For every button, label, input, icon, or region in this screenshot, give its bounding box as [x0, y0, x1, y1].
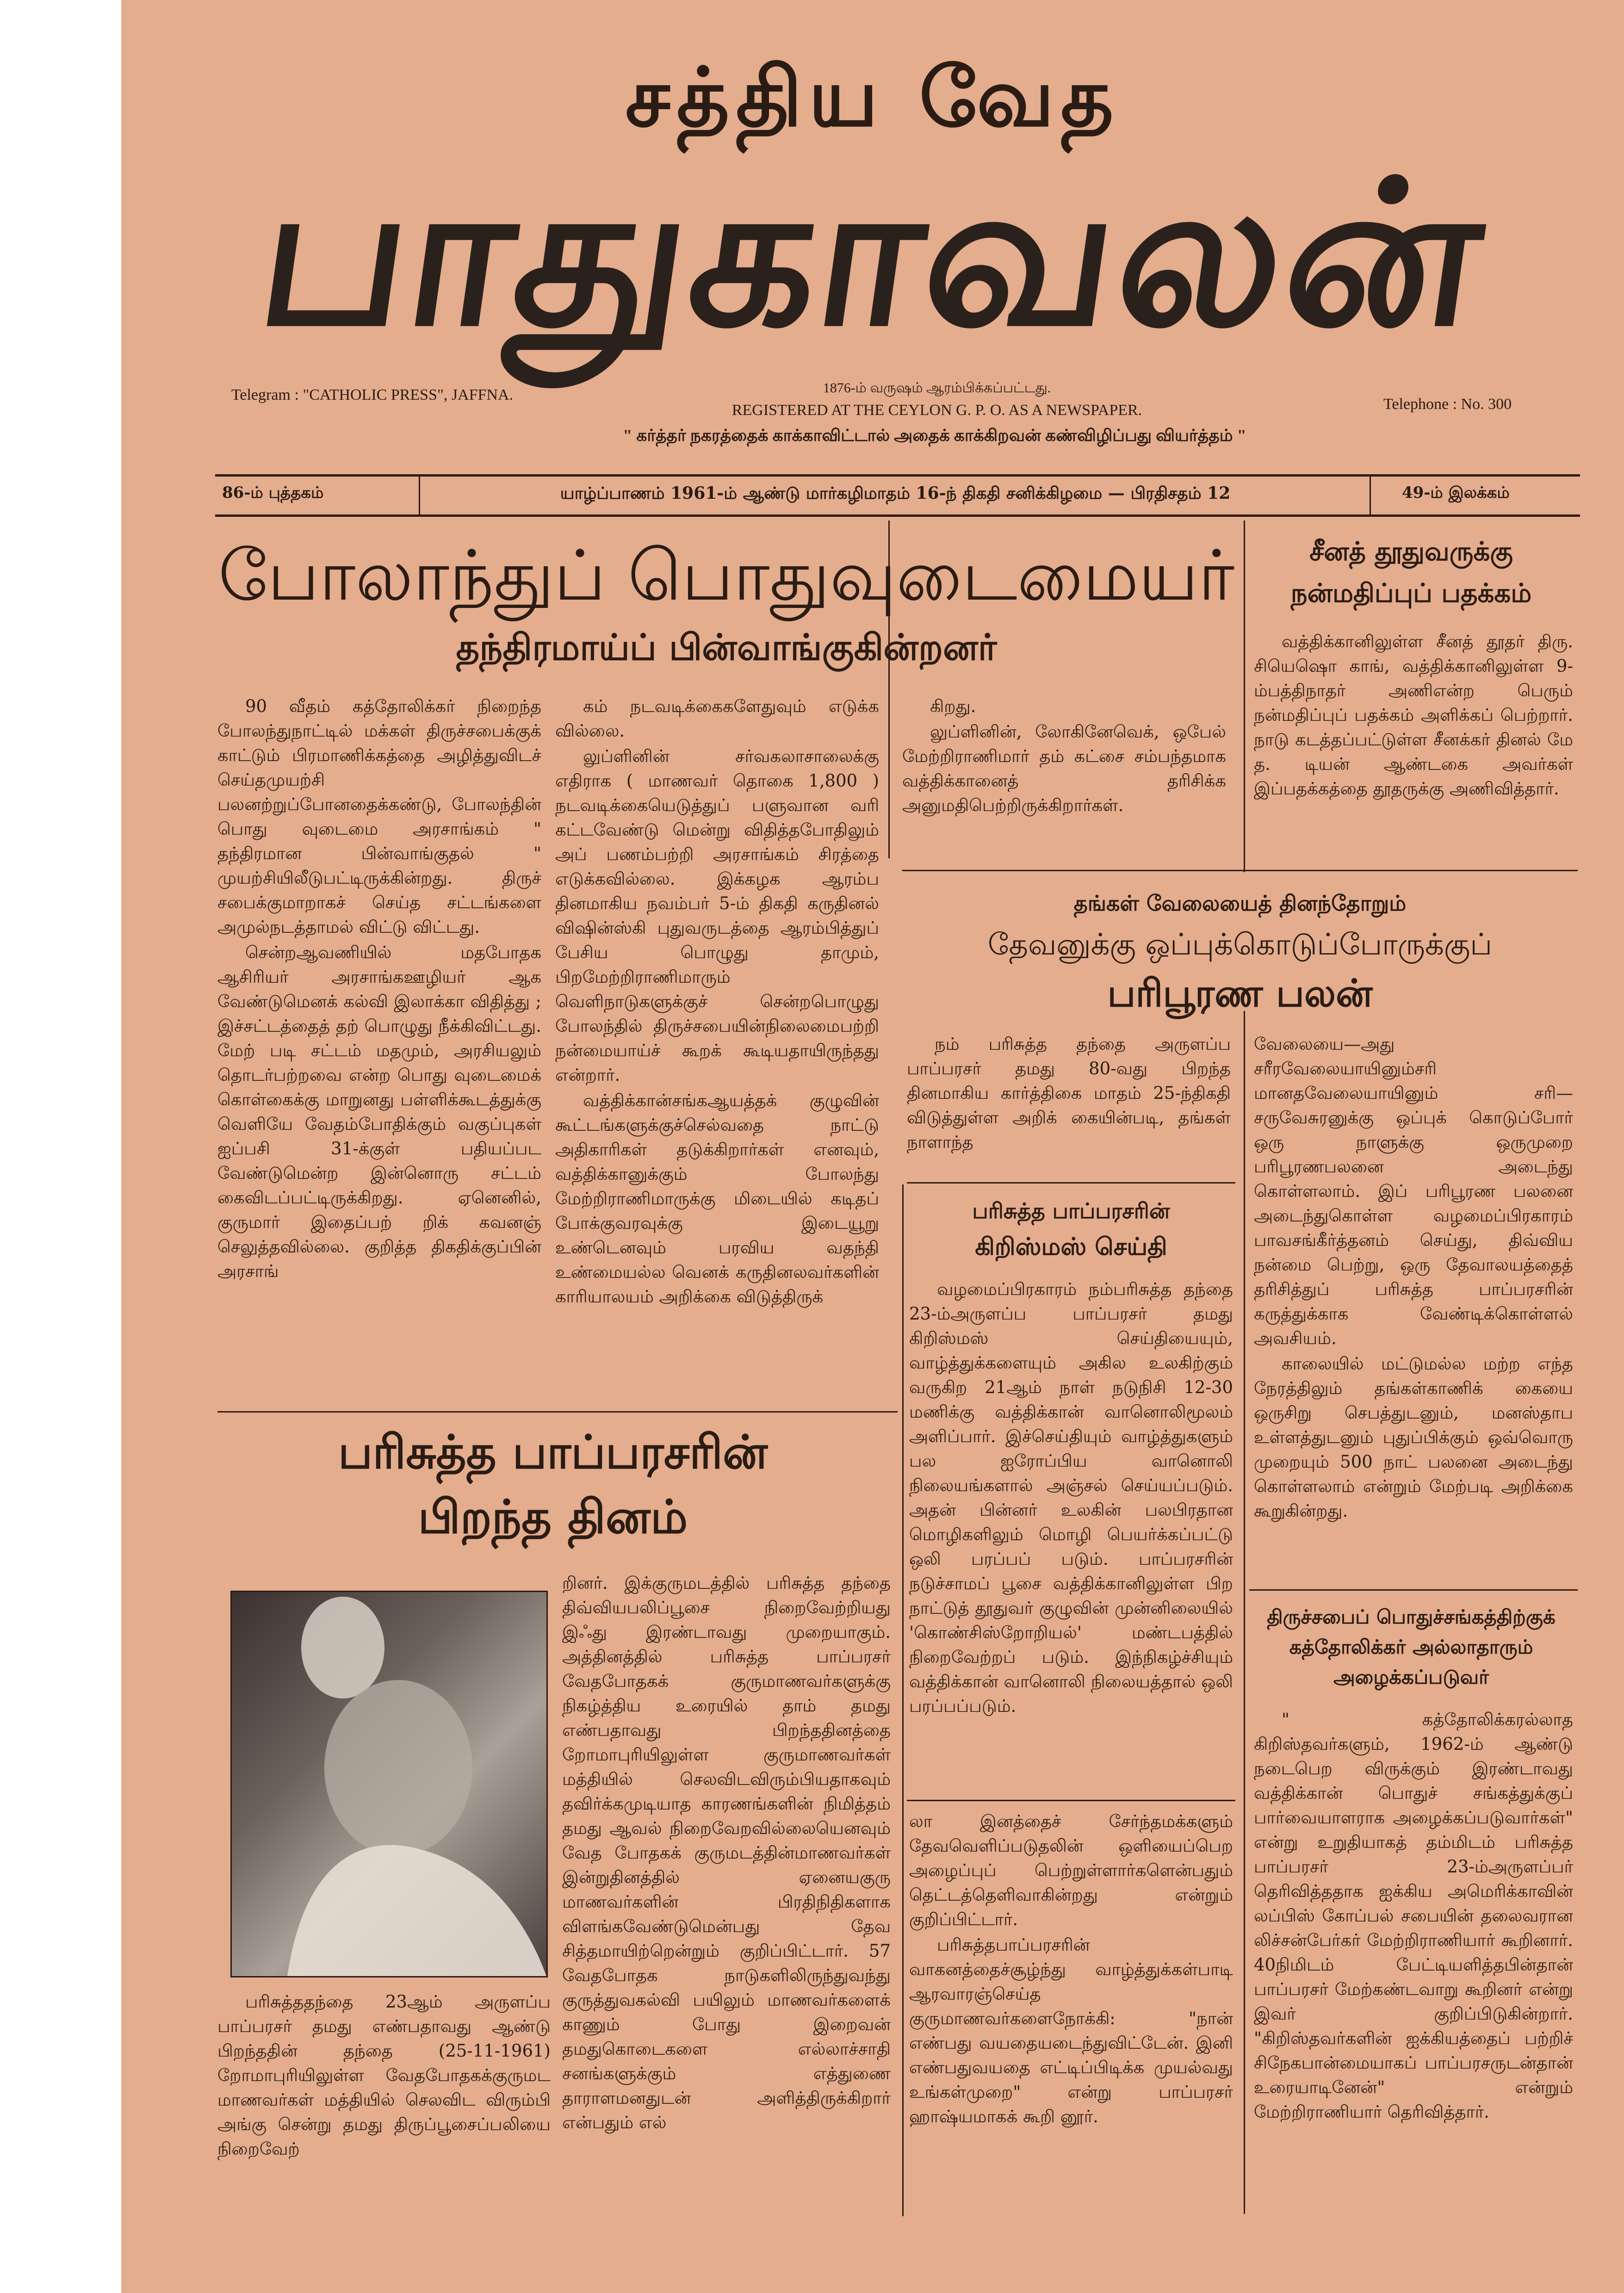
registered-line: REGISTERED AT THE CEYLON G. P. O. AS A NEWSPAPER. — [731, 402, 1142, 419]
section-rule — [907, 1800, 1235, 1801]
poland-paragraph: வத்திக்கான்சங்கஆயத்தக் குழுவின் கூட்டங்களுக்குச்செல்வதை நாட்டு அதிகாரிகள் தடுக்கிறார்கள் எனவும், வத்திக்கானுக்கும் போலந்து மேற்றிராணிமாருக்கு மிடையில் கடிதப் போக்குவரவுக்கு இடையூறு உண்டெனவும் பரவிய வதந்தி உண்மையல்ல வெனக் கருதினலவர்களின் காரியாலயம் அறிக்கை விடுத்திருக் — [555, 1091, 879, 1307]
work-headline-2: பரிபூரண பலன் — [1107, 972, 1373, 1016]
column-rule — [1244, 521, 1245, 872]
work-column-2 — [1254, 1032, 1573, 1587]
masthead-title: பாதுகாவலன் — [246, 139, 1500, 370]
birthday-column-3 — [909, 1809, 1233, 2212]
birthday-column-2 — [562, 1571, 891, 2214]
poland-column-1 — [217, 694, 541, 1407]
dateline-divider — [419, 477, 420, 514]
birthday-paragraph: பரிசுத்ததந்தை 23ஆம் அருளப்ப பாப்பரசர் தமது எண்பதாவது ஆண்டு பிறந்ததின் தந்தை (25-11-1961) றோமாபுரியிலுள்ள வேதபோதகக்குருமட மாணவர்கள் மத்தியில் செலவிட விரும்பி அங்கு சென்று தமது திருப்பூசைப்பலியை நிறைவேற் — [217, 1992, 551, 2159]
section-rule — [902, 870, 1578, 871]
council-paragraph: " கத்தோலிக்கரல்லாத கிறிஸ்தவர்களும், 1962-ம் ஆண்டு நடைபெற விருக்கும் இரண்டாவது வத்திக்கான் பொதுச் சங்கத்துக்குப் பார்வையாளராக அழைக்கப்படுவார்கள்" என்று உறுதியாகத் தம்மிடம் பரிசுத்த பாப்பரசர் 23-ம்அருளப்பர் தெரிவித்ததாக ஐக்கிய அமெரிக்காவின் லப்பிஸ் கோப்பல் சபையின் தலைவரான லிச்சன்பேர்கர் மேற்றிராணியார் கூறினார். 40நிமிடம் பேட்டியளித்தபின்தான் பாப்பரசர் மேற்கண்டவாறு கூறினர் என்று இவர் குறிப்பிடுகின்றார். "கிறிஸ்தவர்களின் ஐக்கியத்தைப் பற்றிச் சிநேகபான்மையாகப் பாப்பரசருடன்தான் உரையாடினேன்" என்றும் மேற்றிராணியார் தெரிவித்தார். — [1254, 1710, 1573, 2122]
pope-photo — [230, 1591, 548, 1977]
page-margin — [0, 0, 121, 2293]
work-paragraph: நம் பரிசுத்த தந்தை அருளப்ப பாப்பரசர் தமது 80-வது பிறந்த தினமாகிய கார்த்திகை மாதம் 25-ந்திகதி விடுத்துள்ள அறிக் கையின்படி, தங்கள் நாளாந்த — [907, 1034, 1231, 1152]
birthday-paragraph: பரிசுத்தபாப்பரசரின் வாகனத்தைச்சூழ்ந்து வாழ்த்துக்கள்பாடி ஆரவாரஞ்செய்த குருமாணவர்களைநோக்கி: "நான் எண்பது வயதையடைந்துவிட்டேன். இனி எண்பதுவயதை எட்டிப்பிடிக்க முயல்வது உங்கள்முறை" என்று பாப்பரசர் ஹாஷ்யமாகக் கூறி னூர். — [909, 1935, 1233, 2126]
christmas-headline-1: பரிசுத்த பாப்பரசரின் — [972, 1198, 1170, 1223]
column-rule — [1244, 1011, 1245, 2214]
work-kicker: தங்கள் வேலையைத் தினந்தோறும் — [1073, 891, 1407, 916]
birthday-paragraph: றினர். இக்குருமடத்தில் பரிசுத்த தந்தை திவ்வியபலிப்பூசை நிறைவேற்றியது இஃது இரண்டாவது முறையாகும். அத்தினத்தில் பரிசுத்த பாப்பரசர் வேதபோதகக் குருமாணவர்களுக்கு நிகழ்த்திய உரையில் தாம் தமது எண்பதாவது பிறந்ததினத்தை றோமாபுரியிலுள்ள குருமாணவர்கள் மத்தியில் செலவிடவிரும்பியதாகவும் தவிர்க்கமுடியாத காரணங்களின் நிமித்தம் தமது ஆவல் நிறைவேறவில்லையெனவும் வேத போதகக் குருமடத்தின்மாணவர்கள் இன்றுதினத்தில் ஏனையகுரு மாணவர்களின் பிரதிநிதிகளாக விளங்கவேண்டுமென்பது தேவ சித்தமாயிற்றென்றும் குறிப்பிட்டார். 57 வேதபோதக நாடுகளிலிருந்துவந்து குருத்துவகல்வி பயிலும் மாணவர்களைக் காணும் போது இறைவன் தமதுகொடைகளை எல்லாச்சாதி சனங்களுக்கும் எத்துணை தாராளமனதுடன் அளித்திருக்கிறார் என்பதும் எல் — [562, 1573, 891, 2132]
poland-paragraph: 90 வீதம் கத்தோலிக்கர் நிறைந்த போலந்துநாட்டில் மக்கள் திருச்சபைக்குக் காட்டும் பிரமாணிக்கத்தை அழித்துவிடச் செய்தமுயற்சி பலனற்றுப்போனதைக்கண்டு, போலந்தின் பொது வுடைமை அரசாங்கம் " தந்திரமான பின்வாங்குதல் " முயற்சியிலீடுபட்டிருக்கின்றது. திருச் சபைக்குமாறாகச் செய்த சட்டங்களை அமுல்நடத்தாமல் விட்டு விட்டது. — [217, 696, 541, 937]
issue-number: 49-ம் இலக்கம் — [1402, 483, 1510, 502]
poland-paragraph: கம் நடவடிக்கைகளேதுவும் எடுக்க வில்லை. — [555, 696, 879, 741]
birthday-paragraph: லா இனத்தைச் சேர்ந்தமக்களும் தேவவெளிப்படுதலின் ஒளியைப்பெற அழைப்புப் பெற்றுள்ளார்களென்பதும் தெட்டத்தெளிவாகின்றது என்றும் குறிப்பிட்டார். — [909, 1811, 1233, 1929]
envoy-headline-1: சீனத் தூதுவருக்கு — [1309, 537, 1513, 567]
christmas-body — [909, 1277, 1233, 1795]
telephone-line: Telephone : No. 300 — [1383, 396, 1512, 413]
telegram-line: Telegram : "CATHOLIC PRESS", JAFFNA. — [231, 386, 514, 403]
masthead-top: சத்திய வேத — [625, 51, 1120, 145]
christmas-headline-2: கிறிஸ்மஸ் செய்தி — [975, 1233, 1167, 1261]
envoy-headline-2: நன்மதிப்புப் பதக்கம் — [1290, 578, 1532, 608]
poland-column-3 — [902, 694, 1226, 861]
poland-paragraph: கிறது. — [930, 696, 976, 716]
dateline-divider — [1370, 477, 1371, 514]
council-body — [1254, 1707, 1573, 2216]
birthday-headline-2: பிறந்த தினம் — [418, 1490, 688, 1544]
christmas-paragraph: வழமைப்பிரகாரம் நம்பரிசுத்த தந்தை 23-ம்அருளப்ப பாப்பரசர் தமது கிறிஸ்மஸ் செய்தியையும், வாழ்த்துக்களையும் அகில உலகிற்கும் வருகிற 21ஆம் நாள் நடுநிசி 12-30 மணிக்கு வத்திக்கான் வானொலிமூலம் அளிப்பார். இச்செய்தியும் வாழ்த்துகளும் பல ஐரோப்பிய வானொலி நிலையங்களால் அஞ்சல் செய்யப்படும். அதன் பின்னர் உலகின் பலபிரதான மொழிகளிலும் மொழி பெயர்க்கப்பட்டு ஒலி பரப்பப் படும். பாப்பரசரின் நடுச்சாமப் பூசை வத்திக்கானிலுள்ள பிற நாட்டுத் தூதுவர் குழுவின் முன்னிலையில் 'கொண்சிஸ்றோறியல்' மண்டபத்தில் நிறைவேற்றப் படும். இந்நிகழ்ச்சியும் வத்திக்கான் வானொலி நிலையத்தால் ஒலி பரப்பப்படும். — [909, 1279, 1233, 1716]
birthday-caption — [217, 1989, 551, 2212]
poland-paragraph: லுப்ளினின் சர்வகலாசாலைக்கு எதிராக ( மாணவர் தொகை 1,800 ) நடவடிக்கையெடுத்துப் பளுவான வரி கட்டவேண்டு மென்று விதித்தபோதிலும் அப் பணம்பற்றி அரசாங்கம் சிரத்தை எடுக்கவில்லை. இக்கழக ஆரம்ப தினமாகிய நவம்பர் 5-ம் திகதி கருதினல் விஷின்ஸ்கி புதுவருடத்தை ஆரம்பித்துப் பேசிய பொழுது தாமும், பிறமேற்றிராணிமாரும் வெளிநாடுகளுக்குச் சென்றபொழுது போலந்தில் திருச்சபையின்நிலைமைபற்றி நன்மையாய்ச் கூறக் கூடியதாயிருந்தது என்றார். — [555, 746, 879, 1085]
council-headline-2: கத்தோலிக்கர் அல்லாதாரும் — [1289, 1636, 1533, 1658]
section-rule — [217, 1411, 898, 1413]
poland-paragraph: லுப்ளினின், லோகினேவெக், ஒபேல் மேற்றிராணிமார் தம் கட்சை சம்பந்தமாக வத்திக்கானைத் தரிசிக்க அனுமதிபெற்றிருக்கிறார்கள். — [902, 722, 1226, 815]
work-paragraph: காலையில் மட்டுமல்ல மற்ற எந்த நேரத்திலும் தங்கள்காணிக் கையை ஒருசிறு செபத்துடனும், மனஸ்தாப உள்ளத்துடனும் புதுப்பிக்கும் ஒவ்வொரு முறையும் 500 நாட் பலனை அடைந்து கொள்ளலாம் என்றும் மேற்படி அறிக்கை கூறுகின்றது. — [1254, 1354, 1573, 1521]
work-column-1 — [907, 1032, 1231, 1180]
section-rule — [1249, 1589, 1578, 1591]
poland-headline: போலாந்துப் பொதுவுடைமையர் — [218, 536, 1235, 616]
volume-number: 86-ம் புத்தகம் — [222, 483, 324, 502]
work-paragraph: வேலையை—அது சரீரவேலையாயினும்சரி மானதவேலையாயினும் சரி—சருவேசுரனுக்கு ஒப்புக் கொடுப்போர் ஒரு நாளுக்கு ஒருமுறை பரிபூரணபலனை அடைந்து கொள்ளலாம். இப் பரிபூரண பலனை அடைந்துகொள்ள வழமைப்பிரகாரம் பாவசங்கீர்த்தனம் செய்து, திவ்விய நன்மை பெற்று, ஒரு தேவாலயத்தைத் தரிசித்துப் பரிசுத்த பாப்பரசரின் கருத்துக்காக வேண்டிக்கொள்ளல் அவசியம். — [1254, 1034, 1573, 1348]
poland-column-2 — [555, 694, 879, 1407]
envoy-paragraph: வத்திக்கானிலுள்ள சீனத் தூதர் திரு. சியெஷொ காங், வத்திக்கானிலுள்ள 9-ம்பத்திநாதர் அணிஎன்ற பெரும் நன்மதிப்புப் பதக்கம் அளிக்கப் பெற்றார். நாடு கடத்தப்பட்டுள்ள சீனக்கர் தினல் மே த. டியன் ஆண்டகை அவர்கள் இப்பதக்கத்தை தூதருக்கு அணிவித்தார். — [1254, 632, 1573, 799]
issue-date: யாழ்ப்பாணம் 1961-ம் ஆண்டு மார்கழிமாதம் 16-ந் திகதி சனிக்கிழமை — பிரதிசதம் 12 — [560, 483, 1231, 503]
dateline-rule-bottom — [215, 514, 1580, 517]
envoy-body — [1254, 629, 1573, 870]
work-headline-1: தேவனுக்கு ஒப்புக்கொடுப்போருக்குப் — [987, 928, 1493, 962]
council-headline-1: திருச்சபைப் பொதுச்சங்கத்திற்குக் — [1267, 1605, 1556, 1628]
poland-subhead: தந்திரமாய்ப் பின்வாங்குகின்றனர் — [456, 627, 997, 669]
council-headline-3: அழைக்கப்படுவர் — [1333, 1666, 1489, 1688]
birthday-headline-1: பரிசுத்த பாப்பரசரின் — [338, 1425, 768, 1479]
founded-line: 1876-ம் வருஷம் ஆரம்பிக்கப்பட்டது. — [823, 380, 1051, 396]
column-rule — [902, 1184, 904, 2216]
pope-portrait-icon — [232, 1592, 546, 1976]
poland-paragraph: சென்றஆவணியில் மதபோதக ஆசிரியர் அரசாங்கஊழியர் ஆக வேண்டுமெனக் கல்வி இலாக்கா விதித்து ; இச்சட்டத்தைத் தற் பொழுது நீக்கிவிட்டது. மேற் படி சட்டம் மதமும், அரசியலும் தொடர்பற்றவை என்ற பொது வுடைமைக் கொள்கைக்கு மாறுனது பள்ளிக்கூடத்துக்கு வெளியே வேதம்போதிக்கும் வகுப்புகள் ஐப்பசி 31-க்குள் பதியப்பட வேண்டுமென்ற இன்னொரு சட்டம் கைவிடப்பட்டிருக்கிறது. ஏனெனில், குருமார் இதைப்பற் றிக் கவனஞ் செலுத்தவில்லை. குறித்த திகதிக்குப்பின் அரசாங் — [217, 942, 541, 1281]
section-rule — [907, 1182, 1235, 1184]
motto-line: " கர்த்தர் நகரத்தைக் காக்காவிட்டால் அதைக் காக்கிறவன் கண்விழிப்பது வியர்த்தம் " — [623, 426, 1246, 445]
